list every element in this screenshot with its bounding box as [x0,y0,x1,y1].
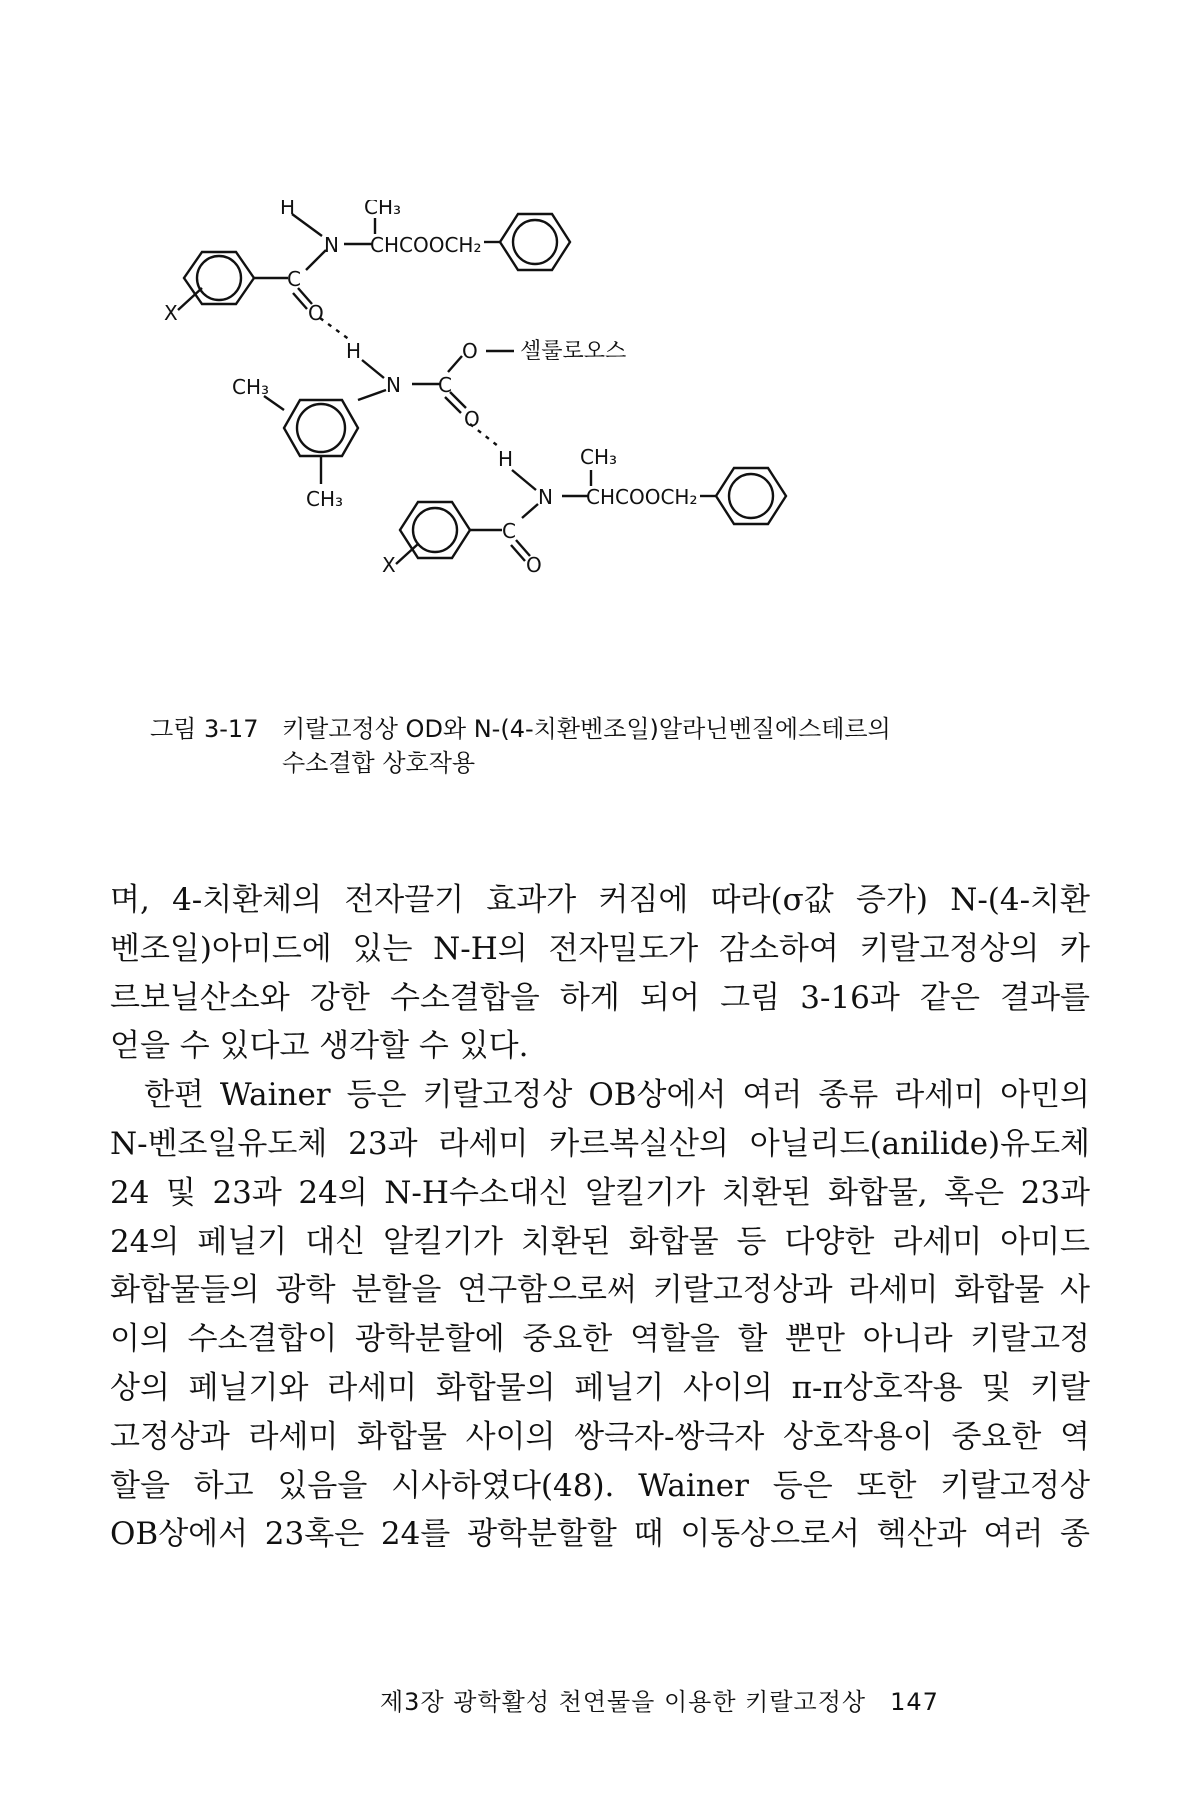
page-footer [380,1682,1080,1717]
figure-bonds [178,214,786,564]
chapter-title: 제3장 광학활성 천연물을 이용한 키랄고정상 [380,1688,867,1716]
text-line: 화합물들의 광학 분할을 연구함으로써 키랄고정상과 라세미 화합물 사 [110,1272,1090,1309]
caption-line: 키랄고정상 OD와 N-(4-치환벤조일)알라닌벤질에스테르의 [282,715,891,743]
text-line: 르보닐산소와 강한 수소결합을 하게 되어 그림 3-16과 같은 결과를 [110,979,1090,1016]
text-line: 24 및 23과 24의 N-H수소대신 알킬기가 치환된 화합물, 혹은 23과 [110,1174,1090,1211]
text-line: 할을 하고 있음을 시사하였다(48). Wainer 등은 또한 키랄고정상 [110,1467,1090,1504]
text-line: N-벤조일유도체 23과 라세미 카르복실산의 아닐리드(anilide)유도체 [110,1125,1090,1162]
atom-label-ch3: CH₃ [580,445,618,469]
atom-label-o: O [464,407,480,431]
atom-label-ch3: CH₃ [232,375,270,399]
atom-label-chcooch2: CHCOOCH₂ [586,485,698,509]
atom-label-chcooch2: CHCOOCH₂ [370,233,482,257]
atom-label-x: X [164,301,178,325]
body-text [110,876,1090,1559]
atom-label-n: N [538,485,553,509]
atom-label-n: N [324,233,339,257]
atom-label-o: O [526,553,542,577]
chemical-structure-figure [150,200,1050,680]
aromatic-circle [513,220,557,264]
text-line: 벤조일)아미드에 있는 N-H의 전자밀도가 감소하여 키랄고정상의 카 [110,930,1090,967]
atom-label-ch3: CH₃ [306,487,344,511]
aromatic-circle [413,508,457,552]
benzene-ring [716,468,786,524]
atom-label-h: H [498,447,514,471]
atom-label-h: H [346,339,362,363]
atom-label-x: X [382,553,396,577]
caption-line: 수소결합 상호작용 [282,749,476,777]
aromatic-circle [297,404,345,452]
atom-label-c: C [438,373,452,397]
aromatic-circle [729,474,773,518]
atom-label-o: O [462,339,478,363]
page-number: 147 [890,1688,939,1716]
cellulose-label: 셀룰로오스 [520,339,627,364]
aromatic-circle [197,256,241,300]
figure-caption-text [282,712,1022,780]
figure-atom-labels [164,200,697,577]
text-line: 이의 수소결합이 광학분할에 중요한 역할을 할 뿐만 아니라 키랄고정 [110,1321,1090,1358]
figure-number: 그림 3-17 [150,715,259,743]
text-line: 한편 Wainer 등은 키랄고정상 OB상에서 여러 종류 라세미 아민의 [144,1077,1090,1114]
text-line: 고정상과 라세미 화합물 사이의 쌍극자-쌍극자 상호작용이 중요한 역 [110,1418,1090,1455]
text-line: OB상에서 23혹은 24를 광학분할할 때 이동상으로서 헥산과 여러 종 [110,1516,1090,1553]
dimethylphenyl-ring [284,400,358,456]
atom-label-n: N [386,373,401,397]
atom-label-c: C [502,519,516,543]
text-line: 24의 페닐기 대신 알킬기가 치환된 화합물 등 다양한 라세미 아미드 [110,1223,1090,1260]
hydrogen-bond [320,318,350,340]
text-line: 며, 4-치환체의 전자끌기 효과가 커짐에 따라(σ값 증가) N-(4-치환 [110,882,1090,918]
figure-caption [150,712,1050,780]
text-line: 상의 페닐기와 라세미 화합물의 페닐기 사이의 π-π상호작용 및 키랄 [110,1369,1090,1406]
benzene-ring [500,214,570,270]
atom-label-o: O [308,301,324,325]
text-line: 얻을 수 있다고 생각할 수 있다. [110,1028,529,1065]
atom-label-ch3: CH₃ [364,200,402,219]
atom-label-c: C [287,267,301,291]
atom-label-h: H [280,200,296,219]
